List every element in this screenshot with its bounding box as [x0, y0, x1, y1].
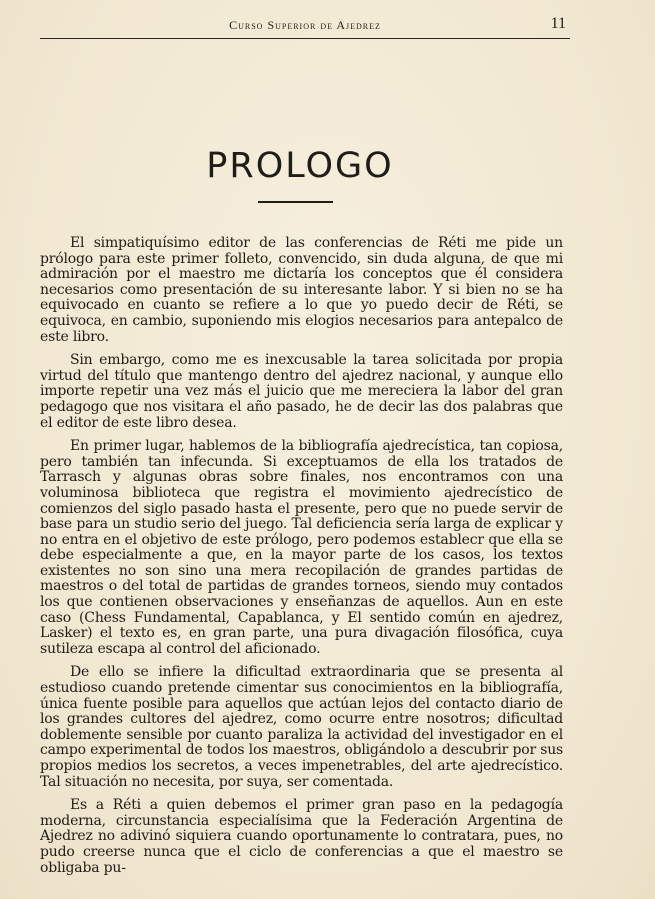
page-header: [40, 14, 570, 39]
body-text: [40, 236, 563, 884]
title-underline: [258, 201, 333, 203]
paragraph-2: Sin embargo, como me es inexcusable la tarea solicitada por propia virtud del título que mantengo dentro del ajedrez nacional, y aunque ello importe repetir una vez más el juicio que me mereciera la labor del gran pedagogo que nos visitara el año pasado, he de decir las dos palabras que el editor de este libro desea.: [40, 352, 563, 431]
paragraph-1: El simpatiquísimo editor de las conferencias de Réti me pide un prólogo para este primer folleto, convencido, sin duda alguna, de que mi admiración por el maestro me dictaría los conceptos que él considera necesarios como presentación de su interesante labor. Y si bien no se ha equivocado en cuanto se refiere a lo que yo puedo decir de Réti, se equivoca, en cambio, suponiendo mis elogios necesarios para antepalco de este libro.: [40, 235, 563, 345]
paragraph-3: En primer lugar, hablemos de la bibliografía ajedrecística, tan copiosa, pero también tan infecunda. Si exceptuamos de ella los tratados de Tarrasch y algunas obras sobre finales, nos encontramos con una voluminosa biblioteca que registra el movimiento ajedrecístico de comienzos del siglo pasado hasta el presente, pero que no puede servir de base para un studio serio del juego. Tal deficiencia sería larga de explicar y no entra en el objetivo de este prólogo, pero podemos establecr que ella se debe especialmente a que, en la mayor parte de los casos, los textos existentes no son sino una mera recopilación de grandes partidas de maestros o del total de partidas de grandes torneos, siendo muy contados los que contienen observaciones y enseñanzas de aquellos. Aun en este caso (Chess Fundamental, Capablanca, y El sentido común en ajedrez, Lasker) el texto es, en gran parte, una pura divagación filosófica, cuya sutileza escapa al control del aficionado.: [40, 438, 563, 657]
page-number: 11: [550, 15, 566, 32]
running-head: Curso Superior de Ajedrez: [229, 18, 381, 32]
paragraph-4: De ello se infiere la dificultad extraordinaria que se presenta al estudioso cuando pretende cimentar sus conocimientos en la bibliografía, única fuente posible para aquellos que actúan lejos del contacto diario de los grandes cultores del ajedrez, como ocurre entre nosotros; dificultad doblemente sensible por cuanto paraliza la actividad del investigador en el campo experimental de todos los maestros, obligándolo a descubrir por sus propios medios los secretos, a veces impenetrables, del arte ajedrecístico. Tal situación no necesita, por suya, ser comentada.: [40, 664, 563, 790]
paragraph-5: Es a Réti a quien debemos el primer gran paso en la pedagogía moderna, circunstancia especialísima que la Federación Argentina de Ajedrez no adivinó siquiera cuando oportunamente lo contratara, pues, no pudo creerse nunca que el ciclo de conferencias a que el maestro se obligaba pu-: [40, 797, 563, 876]
chapter-title: PROLOGO: [206, 146, 394, 186]
